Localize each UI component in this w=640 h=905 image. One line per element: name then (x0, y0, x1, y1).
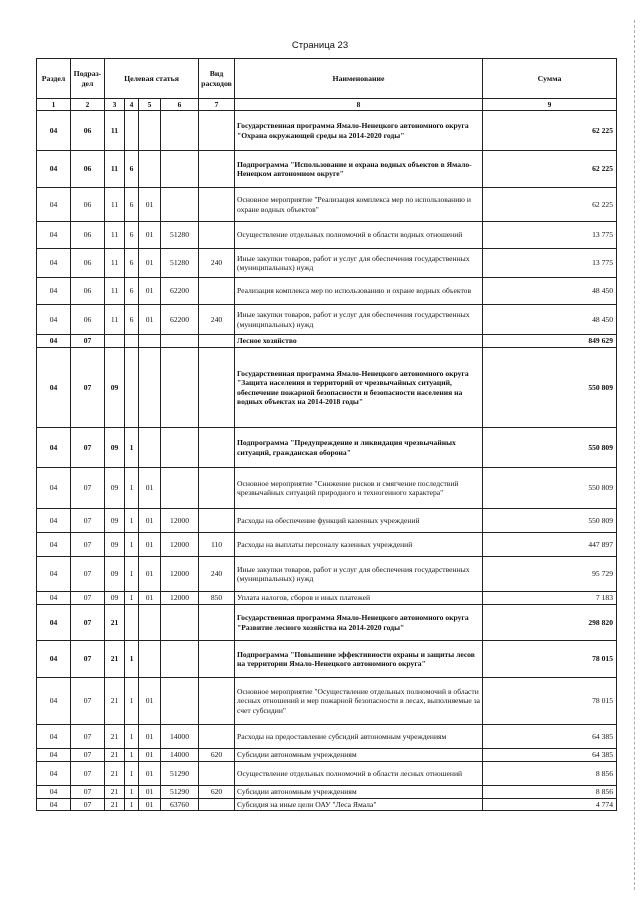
cell-podrazdel: 07 (71, 749, 105, 762)
cell-summa: 62 225 (483, 111, 617, 151)
header-number-row (37, 99, 617, 111)
cell-name: Субсидии автономным учреждениям (235, 786, 483, 799)
cell-activity (139, 641, 161, 678)
cell-summa: 64 385 (483, 725, 617, 749)
cell-summa: 62 225 (483, 188, 617, 222)
cell-razdel: 04 (37, 509, 71, 533)
cell-activity: 01 (139, 509, 161, 533)
cell-vid (199, 725, 235, 749)
cell-subprogram: 1 (125, 762, 139, 786)
cell-activity (139, 111, 161, 151)
cell-program: 09 (105, 348, 125, 428)
cell-direction: 51290 (161, 786, 199, 799)
cell-summa: 849 629 (483, 335, 617, 348)
cell-direction (161, 641, 199, 678)
cell-razdel: 04 (37, 786, 71, 799)
cell-razdel: 04 (37, 468, 71, 509)
cell-subprogram: 6 (125, 278, 139, 305)
cell-direction (161, 428, 199, 468)
cell-subprogram: 6 (125, 222, 139, 249)
cell-summa: 550 809 (483, 348, 617, 428)
cell-program: 21 (105, 641, 125, 678)
cell-program: 11 (105, 222, 125, 249)
cell-name: Расходы на обеспечение функций казенных учреждений (235, 509, 483, 533)
table-row (37, 348, 617, 428)
cell-razdel: 04 (37, 335, 71, 348)
table-row (37, 188, 617, 222)
cell-razdel: 04 (37, 725, 71, 749)
cell-summa: 550 809 (483, 509, 617, 533)
cell-summa: 550 809 (483, 428, 617, 468)
header-razdel: Раздел (37, 59, 71, 99)
cell-program: 21 (105, 799, 125, 811)
cell-summa: 78 015 (483, 678, 617, 725)
cell-program: 11 (105, 249, 125, 278)
cell-subprogram: 1 (125, 557, 139, 592)
cell-direction: 62200 (161, 278, 199, 305)
cell-podrazdel: 06 (71, 222, 105, 249)
table-row (37, 762, 617, 786)
cell-name: Подпрограмма "Предупреждение и ликвидация чрезвычайных ситуаций, гражданская оборона" (235, 428, 483, 468)
header-celevaya: Целевая статья (105, 59, 199, 99)
cell-subprogram: 6 (125, 188, 139, 222)
page-label: Страница 23 (291, 40, 349, 51)
cell-razdel: 04 (37, 428, 71, 468)
cell-vid (199, 428, 235, 468)
cell-razdel: 04 (37, 605, 71, 641)
cell-summa: 62 225 (483, 151, 617, 188)
cell-name: Уплата налогов, сборов и иных платежей (235, 592, 483, 605)
header-number: 3 (105, 99, 125, 111)
cell-podrazdel: 06 (71, 151, 105, 188)
cell-activity: 01 (139, 678, 161, 725)
cell-subprogram: 1 (125, 641, 139, 678)
cell-name: Основное мероприятие "Реализация комплекса мер по использованию и охране водных объектов" (235, 188, 483, 222)
cell-podrazdel: 07 (71, 348, 105, 428)
cell-summa: 447 897 (483, 533, 617, 557)
cell-vid (199, 151, 235, 188)
cell-vid (199, 641, 235, 678)
cell-summa: 8 856 (483, 786, 617, 799)
header-number: 1 (37, 99, 71, 111)
cell-razdel: 04 (37, 151, 71, 188)
cell-vid (199, 188, 235, 222)
table-row (37, 222, 617, 249)
cell-direction: 51290 (161, 762, 199, 786)
table-row (37, 509, 617, 533)
cell-name: Субсидии автономным учреждениям (235, 749, 483, 762)
cell-name: Расходы на выплаты персоналу казенных учреждений (235, 533, 483, 557)
cell-program: 09 (105, 468, 125, 509)
cell-vid (199, 468, 235, 509)
cell-summa: 4 774 (483, 799, 617, 811)
cell-activity (139, 348, 161, 428)
cell-podrazdel: 07 (71, 533, 105, 557)
cell-program: 21 (105, 762, 125, 786)
cell-vid (199, 348, 235, 428)
cell-razdel: 04 (37, 799, 71, 811)
cell-program: 11 (105, 151, 125, 188)
cell-podrazdel: 07 (71, 725, 105, 749)
cell-podrazdel: 07 (71, 557, 105, 592)
cell-name: Иные закупки товаров, работ и услуг для обеспечения государственных (муниципальных) нужд (235, 557, 483, 592)
cell-name: Подпрограмма "Использование и охрана водных объектов в Ямало-Ненецком автономном округе" (235, 151, 483, 188)
header-number: 9 (483, 99, 617, 111)
cell-razdel: 04 (37, 749, 71, 762)
cell-activity: 01 (139, 222, 161, 249)
cell-podrazdel: 07 (71, 592, 105, 605)
cell-razdel: 04 (37, 278, 71, 305)
cell-activity: 01 (139, 762, 161, 786)
cell-podrazdel: 06 (71, 278, 105, 305)
cell-program: 21 (105, 749, 125, 762)
cell-summa: 48 450 (483, 278, 617, 305)
table-row (37, 592, 617, 605)
table-row (37, 468, 617, 509)
header-number: 6 (161, 99, 199, 111)
cell-summa: 550 809 (483, 468, 617, 509)
cell-direction: 62200 (161, 305, 199, 335)
budget-table (36, 58, 617, 811)
cell-razdel: 04 (37, 305, 71, 335)
cell-podrazdel: 07 (71, 641, 105, 678)
table-row (37, 641, 617, 678)
cell-razdel: 04 (37, 222, 71, 249)
cell-program: 21 (105, 725, 125, 749)
cell-podrazdel: 06 (71, 111, 105, 151)
cell-name: Государственная программа Ямало-Ненецкого автономного округа "Развитие лесного хозяйства на 2014-2020 годы" (235, 605, 483, 641)
cell-program: 09 (105, 557, 125, 592)
cell-vid: 240 (199, 557, 235, 592)
cell-activity: 01 (139, 188, 161, 222)
cell-razdel: 04 (37, 111, 71, 151)
cell-podrazdel: 07 (71, 678, 105, 725)
cell-name: Расходы на предоставление субсидий автономным учреждениям (235, 725, 483, 749)
cell-razdel: 04 (37, 592, 71, 605)
header-number: 2 (71, 99, 105, 111)
cell-podrazdel: 07 (71, 799, 105, 811)
cell-razdel: 04 (37, 188, 71, 222)
cell-activity (139, 151, 161, 188)
table-row (37, 725, 617, 749)
cell-vid (199, 605, 235, 641)
cell-podrazdel: 06 (71, 305, 105, 335)
cell-vid (199, 799, 235, 811)
cell-direction: 12000 (161, 557, 199, 592)
header-number: 7 (199, 99, 235, 111)
cell-summa: 78 015 (483, 641, 617, 678)
table-row (37, 605, 617, 641)
cell-vid (199, 335, 235, 348)
cell-program: 11 (105, 188, 125, 222)
cell-direction: 63760 (161, 799, 199, 811)
cell-name: Государственная программа Ямало-Ненецкого автономного округа "Защита населения и территорий от чрезвычайных ситуаций, обеспечение пожарной безопасности и безопасности населения на водных объектах на 2014-2018 годы" (235, 348, 483, 428)
table-row (37, 557, 617, 592)
cell-podrazdel: 07 (71, 762, 105, 786)
cell-podrazdel: 07 (71, 428, 105, 468)
cell-razdel: 04 (37, 533, 71, 557)
cell-podrazdel: 06 (71, 249, 105, 278)
cell-activity: 01 (139, 749, 161, 762)
cell-direction (161, 468, 199, 509)
cell-name: Иные закупки товаров, работ и услуг для обеспечения государственных (муниципальных) нужд (235, 249, 483, 278)
table-row (37, 278, 617, 305)
cell-summa: 48 450 (483, 305, 617, 335)
cell-subprogram: 6 (125, 151, 139, 188)
cell-name: Реализация комплекса мер по использованию и охране водных объектов (235, 278, 483, 305)
cell-name: Иные закупки товаров, работ и услуг для обеспечения государственных (муниципальных) нужд (235, 305, 483, 335)
table-body (37, 111, 617, 811)
cell-vid (199, 278, 235, 305)
cell-subprogram: 1 (125, 592, 139, 605)
table-row (37, 678, 617, 725)
cell-name: Субсидия на иные цели ОАУ "Леса Ямала" (235, 799, 483, 811)
table-row (37, 749, 617, 762)
cell-name: Осуществление отдельных полномочий в области лесных отношений (235, 762, 483, 786)
cell-summa: 95 729 (483, 557, 617, 592)
cell-name: Осуществление отдельных полномочий в области водных отношений (235, 222, 483, 249)
header-vid: Вид расходов (199, 59, 235, 99)
cell-program: 09 (105, 509, 125, 533)
cell-direction (161, 188, 199, 222)
cell-razdel: 04 (37, 557, 71, 592)
cell-program: 11 (105, 111, 125, 151)
cell-vid (199, 111, 235, 151)
cell-activity: 01 (139, 799, 161, 811)
cell-summa: 64 385 (483, 749, 617, 762)
cell-direction: 14000 (161, 749, 199, 762)
cell-activity: 01 (139, 786, 161, 799)
cell-direction (161, 605, 199, 641)
cell-vid: 850 (199, 592, 235, 605)
cell-direction (161, 335, 199, 348)
cell-podrazdel: 07 (71, 335, 105, 348)
cell-program: 21 (105, 678, 125, 725)
cell-program: 11 (105, 278, 125, 305)
cell-activity (139, 335, 161, 348)
cell-subprogram (125, 348, 139, 428)
cell-name: Основное мероприятие "Осуществление отдельных полномочий в области лесных отношений и мер пожарной безопасности в лесах, выполняемые за счет субсидии" (235, 678, 483, 725)
cell-activity: 01 (139, 557, 161, 592)
cell-vid: 620 (199, 786, 235, 799)
cell-vid: 110 (199, 533, 235, 557)
cell-program (105, 335, 125, 348)
cell-subprogram: 1 (125, 799, 139, 811)
cell-summa: 13 775 (483, 222, 617, 249)
cell-activity: 01 (139, 305, 161, 335)
cell-program: 21 (105, 605, 125, 641)
cell-subprogram (125, 335, 139, 348)
cell-podrazdel: 07 (71, 605, 105, 641)
table-row (37, 151, 617, 188)
cell-vid (199, 762, 235, 786)
cell-direction: 12000 (161, 533, 199, 557)
cell-name: Лесное хозяйство (235, 335, 483, 348)
cell-subprogram (125, 111, 139, 151)
header-number: 5 (139, 99, 161, 111)
cell-activity: 01 (139, 592, 161, 605)
header-name: Наименование (235, 59, 483, 99)
cell-podrazdel: 07 (71, 509, 105, 533)
cell-subprogram: 1 (125, 533, 139, 557)
cell-direction: 14000 (161, 725, 199, 749)
cell-razdel: 04 (37, 249, 71, 278)
cell-podrazdel: 07 (71, 468, 105, 509)
cell-name: Основное мероприятие "Снижение рисков и смягчение последствий чрезвычайных ситуаций природного и техногенного характера" (235, 468, 483, 509)
cell-vid: 240 (199, 305, 235, 335)
cell-activity (139, 428, 161, 468)
cell-name: Подпрограмма "Повышение эффективности охраны и защиты лесов на территории Ямало-Ненецкого автономного округа" (235, 641, 483, 678)
cell-direction (161, 678, 199, 725)
table-row (37, 305, 617, 335)
cell-vid (199, 678, 235, 725)
cell-activity: 01 (139, 533, 161, 557)
scan-edge-artifact (634, 20, 638, 890)
cell-summa: 7 183 (483, 592, 617, 605)
table-row (37, 249, 617, 278)
cell-subprogram (125, 605, 139, 641)
cell-activity: 01 (139, 468, 161, 509)
cell-subprogram: 1 (125, 428, 139, 468)
cell-direction (161, 111, 199, 151)
cell-subprogram: 1 (125, 725, 139, 749)
cell-razdel: 04 (37, 762, 71, 786)
header-row (37, 59, 617, 99)
cell-subprogram: 1 (125, 678, 139, 725)
cell-direction: 12000 (161, 592, 199, 605)
cell-subprogram: 6 (125, 305, 139, 335)
cell-subprogram: 1 (125, 749, 139, 762)
cell-subprogram: 6 (125, 249, 139, 278)
table-row (37, 533, 617, 557)
cell-vid: 240 (199, 249, 235, 278)
header-summa: Сумма (483, 59, 617, 99)
cell-podrazdel: 07 (71, 786, 105, 799)
cell-vid (199, 509, 235, 533)
cell-activity: 01 (139, 278, 161, 305)
header-podrazdel: Подраз-дел (71, 59, 105, 99)
cell-direction: 12000 (161, 509, 199, 533)
cell-activity (139, 605, 161, 641)
cell-vid (199, 222, 235, 249)
cell-subprogram: 1 (125, 468, 139, 509)
table-row (37, 111, 617, 151)
cell-razdel: 04 (37, 641, 71, 678)
header-number: 4 (125, 99, 139, 111)
cell-direction: 51280 (161, 222, 199, 249)
cell-activity: 01 (139, 249, 161, 278)
cell-program: 09 (105, 428, 125, 468)
cell-program: 09 (105, 592, 125, 605)
cell-summa: 13 775 (483, 249, 617, 278)
cell-activity: 01 (139, 725, 161, 749)
cell-program: 09 (105, 533, 125, 557)
cell-podrazdel: 06 (71, 188, 105, 222)
cell-razdel: 04 (37, 678, 71, 725)
header-number: 8 (235, 99, 483, 111)
table-row (37, 335, 617, 348)
table-row (37, 428, 617, 468)
cell-program: 21 (105, 786, 125, 799)
cell-direction (161, 348, 199, 428)
cell-summa: 298 820 (483, 605, 617, 641)
cell-direction: 51280 (161, 249, 199, 278)
cell-subprogram: 1 (125, 786, 139, 799)
cell-name: Государственная программа Ямало-Ненецкого автономного округа "Охрана окружающей среды на 2014-2020 годы" (235, 111, 483, 151)
cell-vid: 620 (199, 749, 235, 762)
cell-direction (161, 151, 199, 188)
table-row (37, 799, 617, 811)
cell-subprogram: 1 (125, 509, 139, 533)
cell-razdel: 04 (37, 348, 71, 428)
cell-summa: 8 856 (483, 762, 617, 786)
table-row (37, 786, 617, 799)
cell-program: 11 (105, 305, 125, 335)
